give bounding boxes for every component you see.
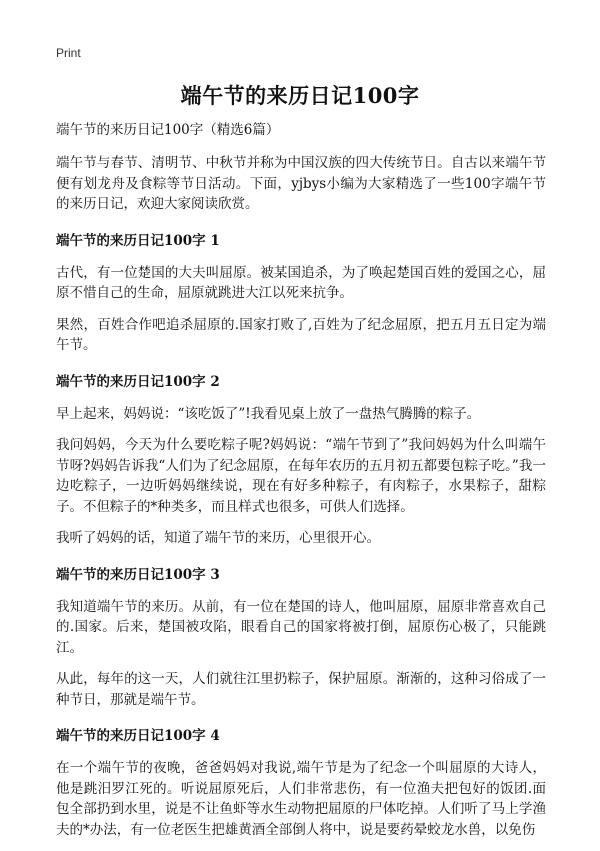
section-2 (56, 372, 546, 549)
section-paragraph: 我问妈妈，今天为什么要吃粽子呢?妈妈说：“端午节到了”我问妈妈为什么叫端午节呀?妈妈告诉我“人们为了纪念屈原，在每年农历的五月初五都要包粽子吃。”我一边吃粽子，一边听妈妈继续说，现在有好多种粽子，有肉粽子，水果粽子，甜粽子。不但粽子的*种类多，而且样式也很多，可供人们选择。 (56, 437, 546, 515)
section-paragraph: 我知道端午节的来历。从前，有一位在楚国的诗人，他叫屈原，屈原非常喜欢自己的.国家。后来，楚国被攻陷，眼看自己的国家将被打倒，屈原伤心极了，只能跳江。 (56, 598, 546, 656)
section-heading: 端午节的来历日记100字 3 (56, 566, 220, 583)
section-1 (56, 231, 546, 356)
section-heading: 端午节的来历日记100字 2 (56, 373, 220, 390)
section-4 (56, 726, 546, 840)
section-3 (56, 565, 546, 711)
section-heading: 端午节的来历日记100字 4 (56, 728, 220, 744)
subtitle: 端午节的来历日记100字（精选6篇） (56, 122, 280, 138)
print-label[interactable]: Print (56, 46, 81, 60)
section-paragraph: 古代，有一位楚国的大夫叫屈原。被某国追杀，为了唤起楚国百姓的爱国之心，屈原不惜自己的生命，屈原就跳进大江以死来抗争。 (56, 264, 546, 301)
section-heading: 端午节的来历日记100字 1 (56, 232, 220, 249)
section-paragraph: 在一个端午节的夜晚，爸爸妈妈对我说,端午节是为了纪念一个叫屈原的大诗人，他是跳汨罗江死的。听说屈原死后，人们非常悲伤，有一位渔夫把包好的饭团.面包全部扔到水里，说是不让鱼虾等水生动物把屈原的尸体吃掉。人们听了马上学渔夫的*办法，有一位老医生把雄黄酒全部倒人将中，说是要药晕蛟龙水兽，以免伤 (56, 760, 546, 838)
section-paragraph: 果然，百姓合作吧追杀屈原的.国家打败了,百姓为了纪念屈原，把五月五日定为端午节。 (56, 316, 546, 353)
page-title: 端午节的来历日记100字 (180, 83, 420, 108)
section-paragraph: 从此，每年的这一天，人们就往江里扔粽子，保护屈原。渐渐的，这种习俗成了一种节日，那就是端午节。 (56, 671, 546, 708)
section-paragraph: 我听了妈妈的话，知道了端午节的来历，心里很开心。 (56, 530, 380, 546)
document-body (56, 119, 546, 851)
section-paragraph: 早上起来，妈妈说：“该吃饭了”!我看见桌上放了一盘热气腾腾的粽子。 (56, 405, 481, 422)
intro-paragraph: 端午节与春节、清明节、中秋节并称为中国汉族的四大传统节日。自古以来端午节便有划龙舟及食粽等节日活动。下面，yjbys小编为大家精选了一些100字端午节的来历日记，欢迎大家阅读欣赏。 (56, 155, 546, 212)
